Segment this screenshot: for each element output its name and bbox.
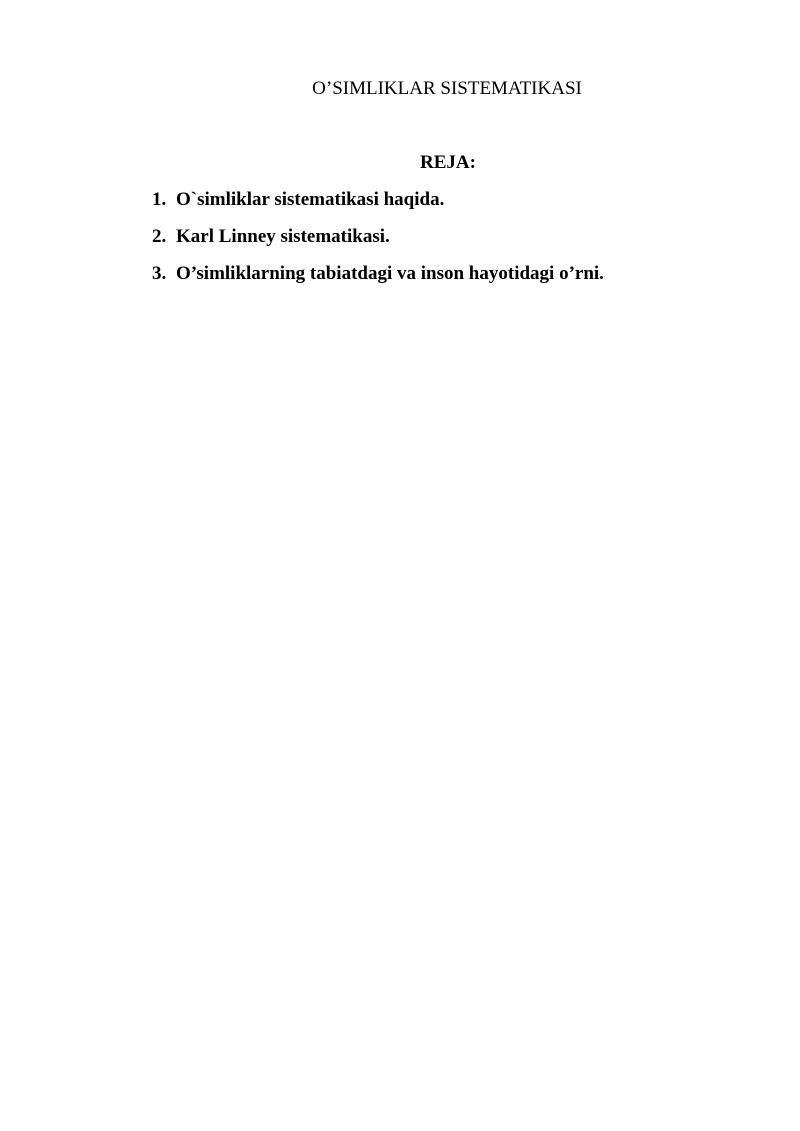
plan-item — [152, 224, 604, 261]
plan-item — [152, 261, 604, 298]
plan-item-text: O`simliklar sistematikasi haqida. — [176, 189, 445, 210]
plan-item-number: 3. — [152, 263, 167, 284]
plan-item-text: O’simliklarning tabiatdagi va inson hayotidagi o’rni. — [176, 263, 604, 284]
plan-item — [152, 187, 604, 224]
plan-item-number: 2. — [152, 226, 167, 247]
plan-heading: REJA: — [420, 152, 476, 173]
plan-item-number: 1. — [152, 189, 167, 210]
document-title: O’SIMLIKLAR SISTEMATIKASI — [312, 78, 582, 99]
plan-list — [152, 187, 604, 298]
plan-item-text: Karl Linney sistematikasi. — [176, 226, 390, 247]
